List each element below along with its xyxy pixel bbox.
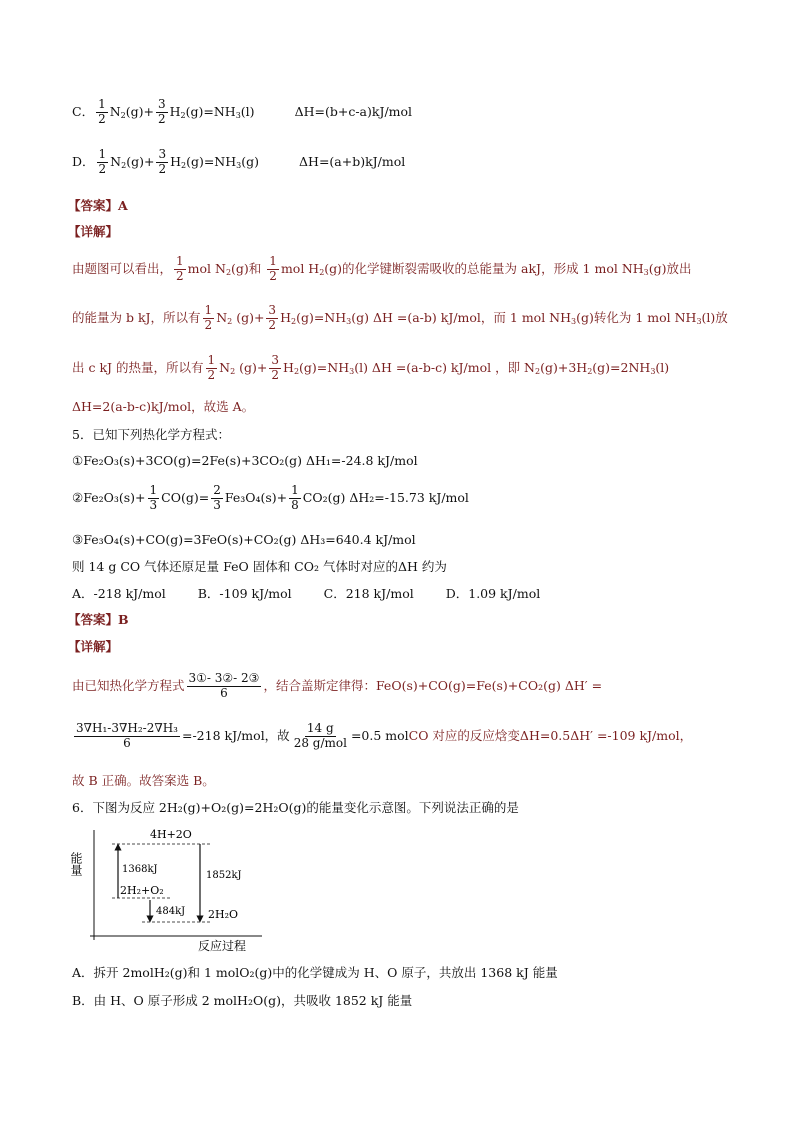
q5-stem: 5．已知下列热化学方程式：	[72, 427, 230, 442]
option-d: D． $\frac{1}{2}$ $N_2(g)+$ $\frac{3}{2}$ $H_2(g)=NH_3(g)$ ΔH=(a+b)kJ/mol	[72, 147, 406, 176]
q5-exp-line1: 由已知热化学方程式 $\frac{\text{3①- 3②- 2③}}{6}$ ，结合盖斯定律得：FeO(s)+CO(g)=Fe(s)+CO₂(g) ΔH′ =	[72, 671, 603, 700]
value-484: 484kJ	[156, 906, 186, 917]
label-mid: 2H₂+O₂	[120, 884, 164, 897]
q5-eq2: ②Fe₂O₃(s)+ $\frac{1}{3}$ CO(g)= $\frac{2}{3}$ Fe₃O₄(s)+ $\frac{1}{8}$ CO₂(g) ΔH₂=-15.73 kJ/mol	[72, 483, 469, 512]
value-1368: 1368kJ	[122, 864, 158, 875]
q5-option-d[interactable]: D．1.09 kJ/mol	[445, 586, 541, 601]
fraction: $\frac{3}{2}$	[158, 147, 167, 176]
x-axis-label: 反应过程	[198, 939, 247, 953]
q5-options	[72, 588, 540, 601]
q5-question: 则 14 g CO 气体还原足量 FeO 固体和 CO₂ 气体时对应的ΔH 约为	[72, 559, 447, 574]
q6-option-b[interactable]: B．由 H、O 原子形成 2 molH₂O(g)，共吸收 1852 kJ 能量	[72, 993, 413, 1008]
answer-4: 【答案】A	[68, 198, 128, 213]
q5-option-b[interactable]: B．-109 kJ/mol	[197, 586, 292, 601]
label-bottom: 2H₂O	[208, 908, 239, 921]
label-top: 4H+2O	[150, 828, 192, 841]
energy-diagram	[69, 822, 272, 954]
q4-exp-line4: ΔH=2(a-b-c)kJ/mol，故选 A。	[72, 399, 255, 414]
fraction: $\frac{3}{2}$	[157, 97, 166, 126]
fraction: $\frac{1}{2}$	[98, 97, 106, 126]
q4-exp-line2: 的能量为 b kJ，所以有 $\frac{1}{2}$ $N_2$ (g)+ $\frac{3}{2}$ $H_2(g)=NH_3(g)$ ΔH =(a-b) kJ/mol，而 1 mol $NH_3(g)$转化为 1 mol $NH_3(l)$放	[72, 303, 728, 332]
q5-option-a[interactable]: A．-218 kJ/mol	[72, 586, 166, 601]
q4-exp-line1: 由题图可以看出， $\frac{1}{2}$ mol $N_2(g)$和 $\frac{1}{2}$ mol $H_2(g)$的化学键断裂需吸收的总能量为 akJ，形成 1 mol $NH_3(g)$放出	[72, 254, 692, 283]
option-c: C． $\frac{1}{2}$ $N_2(g)+$ $\frac{3}{2}$ $H_2(g)=NH_3(l)$ ΔH=(b+c-a)kJ/mol	[72, 97, 413, 126]
detail-heading-5: 【详解】	[68, 639, 119, 654]
q6-option-a[interactable]: A．拆开 2molH₂(g)和 1 molO₂(g)中的化学键成为 H、O 原子，共放出 1368 kJ 能量	[72, 965, 558, 980]
value-1852: 1852kJ	[206, 870, 242, 881]
q5-option-c[interactable]: C．218 kJ/mol	[323, 586, 414, 601]
q5-eq1: ①Fe₂O₃(s)+3CO(g)=2Fe(s)+3CO₂(g) ΔH₁=-24.8 kJ/mol	[72, 453, 418, 468]
y-axis-label: 能量	[69, 852, 83, 876]
q6-stem: 6．下图为反应 2H₂(g)+O₂(g)=2H₂O(g)的能量变化示意图。下列说法正确的是	[72, 800, 519, 815]
fraction: $\frac{1}{2}$	[98, 147, 107, 176]
q5-eq3: ③Fe₃O₄(s)+CO(g)=3FeO(s)+CO₂(g) ΔH₃=640.4 kJ/mol	[72, 532, 416, 547]
q5-exp-line3: 故 B 正确。故答案选 B。	[72, 773, 215, 788]
answer-5: 【答案】B	[68, 612, 129, 627]
detail-heading-4: 【详解】	[68, 224, 119, 239]
q5-exp-line2: $\frac{\text{3∇H₁-3∇H₂-2∇H₃}}{6}$ =-218 kJ/mol，故 $\frac{14 g}{\text{28 g/mol}}$ =0.5 molCO 对应的反应焓变ΔH=0.5ΔH′ =-109 kJ/mol，	[76, 721, 693, 750]
q4-exp-line3: 出 c kJ 的热量，所以有 $\frac{1}{2}$ $N_2$ (g)+ $\frac{3}{2}$ $H_2(g)=NH_3(l)$ ΔH =(a-b-c) kJ/mol ，即 $N_2(g)+3H_2(g)=2NH_3(l)$	[72, 353, 670, 382]
